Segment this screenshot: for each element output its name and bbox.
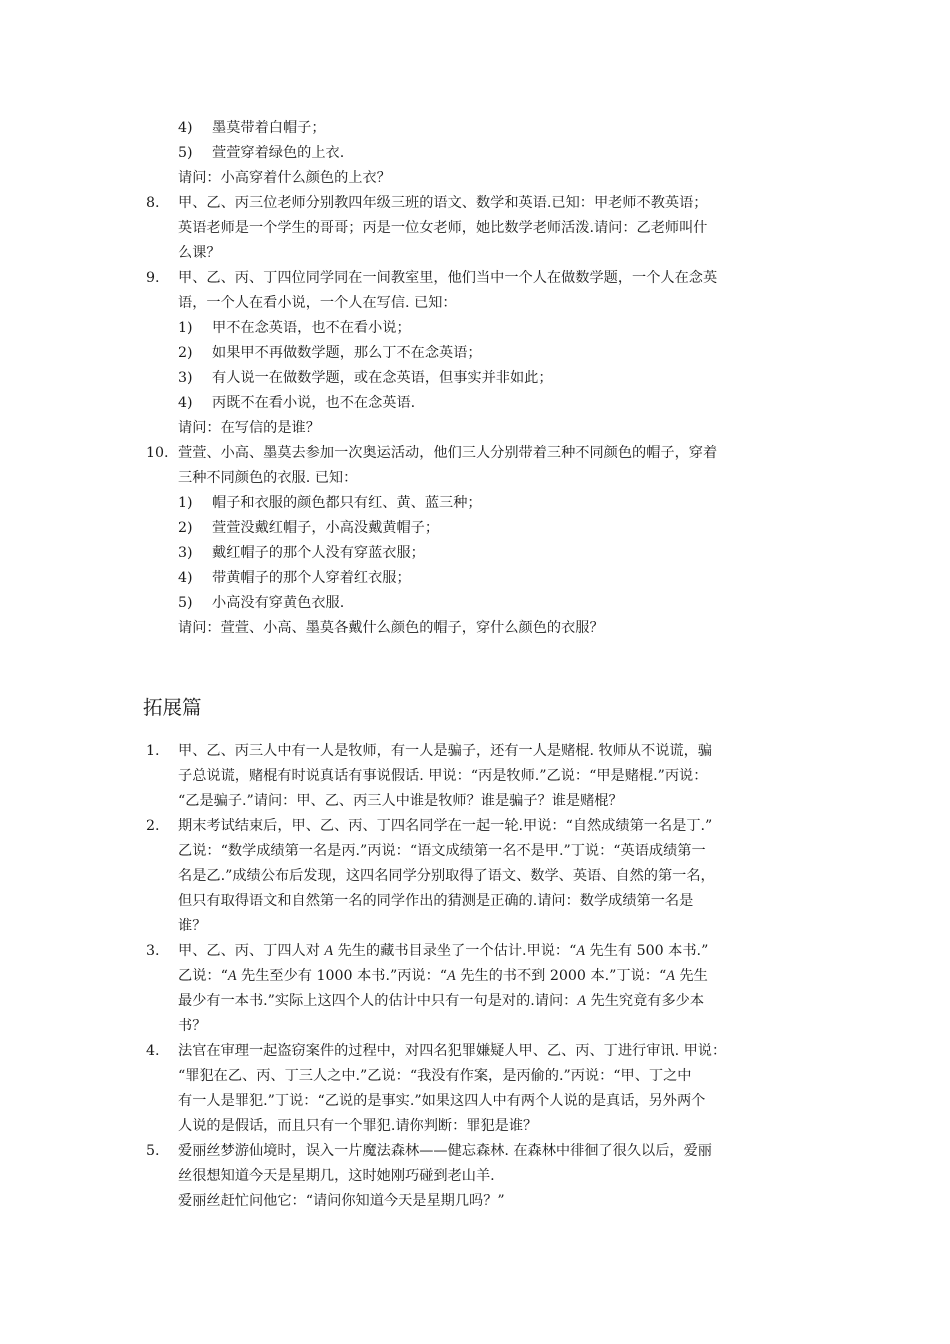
list-item (0, 516, 950, 540)
question-text: 期末考试结束后，甲、乙、丙、丁四名同学在一起一轮.甲说：“自然成绩第一名是丁.” (178, 818, 713, 834)
question-text-line: 书？ (178, 1018, 207, 1034)
item-text: 小高没有穿黄色衣服. (212, 595, 345, 611)
question-text-line: 语，一个人在看小说，一个人在写信. 已知： (178, 295, 457, 311)
question-number: 2. (146, 818, 160, 834)
question-text-line: 有一人是罪犯.”丁说：“乙说的是事实.”如果这四人中有两个人说的是真话，另外两个 (178, 1093, 706, 1109)
item-text: 萱萱穿着绿色的上衣. (212, 145, 345, 161)
list-item (0, 341, 950, 365)
extension-question-2 (0, 814, 950, 838)
item-number: 1) (178, 495, 193, 511)
list-item (0, 316, 950, 340)
item-number: 5) (178, 595, 193, 611)
list-item (0, 566, 950, 590)
item-text: 墨莫带着白帽子； (212, 120, 326, 136)
question-number: 9. (146, 270, 160, 286)
item-number: 4) (178, 395, 193, 411)
item-text: 萱萱没戴红帽子，小高没戴黄帽子； (212, 520, 440, 536)
extension-question-5 (0, 1139, 950, 1163)
question-text-line: “乙是骗子.”请问：甲、乙、丙三人中谁是牧师？谁是骗子？谁是赌棍？ (178, 793, 623, 809)
list-item (0, 541, 950, 565)
list-item (0, 491, 950, 515)
question-text-line: 子总说谎，赌棍有时说真话有事说假话. 甲说：“丙是牧师.”乙说：“甲是赌棍.”丙说： (178, 768, 708, 784)
item-text: 如果甲不再做数学题，那么丁不在念英语； (212, 345, 482, 361)
variable-a: A (324, 943, 334, 959)
question-text-line: 丝很想知道今天是星期几，这时她刚巧碰到老山羊. (178, 1168, 495, 1184)
question-text-line: “罪犯在乙、丙、丁三人之中.”乙说：“我没有作案，是丙偷的.”丙说：“甲、丁之中 (178, 1068, 692, 1084)
item-text: 带黄帽子的那个人穿着红衣服； (212, 570, 411, 586)
question-text-line: 英语老师是一个学生的哥哥；丙是一位女老师，她比数学老师活泼.请问：乙老师叫什 (178, 220, 708, 236)
question-text: 甲、乙、丙、丁四人对 A 先生的藏书目录坐了一个估计.甲说：“A 先生有 500 本书.” (178, 943, 709, 959)
question-text: 萱萱、小高、墨莫去参加一次奥运活动，他们三人分别带着三种不同颜色的帽子，穿着 (178, 445, 718, 461)
question-number: 1. (146, 743, 160, 759)
question-text-line: 最少有一本书.”实际上这四个人的估计中只有一句是对的.请问：A 先生究竟有多少本 (178, 993, 705, 1009)
question-9 (0, 266, 950, 290)
item-number: 5) (178, 145, 193, 161)
list-item (0, 116, 950, 140)
question-text-line: 么课？ (178, 245, 221, 261)
item-number: 2) (178, 345, 193, 361)
variable-a: A (666, 968, 675, 984)
extension-question-4 (0, 1039, 950, 1063)
question-prompt: 请问：小高穿着什么颜色的上衣？ (178, 170, 391, 186)
list-item (0, 141, 950, 165)
variable-a: A (576, 943, 586, 959)
question-number: 5. (146, 1143, 160, 1159)
item-number: 2) (178, 520, 193, 536)
question-10 (0, 441, 950, 465)
item-text: 帽子和衣服的颜色都只有红、黄、蓝三种； (212, 495, 482, 511)
list-item (0, 391, 950, 415)
question-text-line: 爱丽丝赶忙问他它：“请问你知道今天是星期几吗？” (178, 1193, 505, 1209)
item-number: 1) (178, 320, 193, 336)
section-title: 拓展篇 (143, 696, 202, 719)
question-8 (0, 191, 950, 215)
question-text: 甲、乙、丙三人中有一人是牧师，有一人是骗子，还有一人是赌棍. 牧师从不说谎，骗 (178, 743, 712, 759)
variable-a: A (447, 968, 456, 984)
question-text-line: 三种不同颜色的衣服. 已知： (178, 470, 358, 486)
question-prompt: 请问：萱萱、小高、墨莫各戴什么颜色的帽子，穿什么颜色的衣服？ (178, 620, 604, 636)
question-prompt: 请问：在写信的是谁？ (178, 420, 320, 436)
question-text: 法官在审理一起盗窃案件的过程中，对四名犯罪嫌疑人甲、乙、丙、丁进行审讯. 甲说： (178, 1043, 727, 1059)
question-text-line: 谁？ (178, 918, 207, 934)
question-text: 爱丽丝梦游仙境时，误入一片魔法森林——健忘森林. 在森林中徘徊了很久以后，爱丽 (178, 1143, 712, 1159)
question-text-line: 名是乙.”成绩公布后发现，这四名同学分别取得了语文、数学、英语、自然的第一名， (178, 868, 715, 884)
question-number: 10. (146, 445, 169, 461)
question-number: 4. (146, 1043, 160, 1059)
item-number: 3) (178, 545, 193, 561)
item-number: 4) (178, 570, 193, 586)
question-text-line: 乙说：“A 先生至少有 1000 本书.”丙说：“A 先生的书不到 2000 本.”丁说：“A 先生 (178, 968, 708, 984)
list-item (0, 591, 950, 615)
question-text-line: 但只有取得语文和自然第一名的同学作出的猜测是正确的.请问：数学成绩第一名是 (178, 893, 694, 909)
question-number: 3. (146, 943, 160, 959)
item-text: 丙既不在看小说，也不在念英语. (212, 395, 416, 411)
question-text: 甲、乙、丙、丁四位同学同在一间教室里，他们当中一个人在做数学题，一个人在念英 (178, 270, 718, 286)
variable-a: A (227, 968, 237, 984)
variable-a: A (577, 993, 587, 1009)
item-text: 有人说一在做数学题，或在念英语，但事实并非如此； (212, 370, 553, 386)
question-number: 8. (146, 195, 160, 211)
item-text: 甲不在念英语，也不在看小说； (212, 320, 411, 336)
question-text-line: 人说的是假话，而且只有一个罪犯.请你判断：罪犯是谁？ (178, 1118, 538, 1134)
question-text-line: 乙说：“数学成绩第一名是丙.”丙说：“语文成绩第一名不是甲.”丁说：“英语成绩第一 (178, 843, 706, 859)
list-item (0, 366, 950, 390)
extension-question-1 (0, 739, 950, 763)
extension-question-3 (0, 939, 950, 963)
question-text: 甲、乙、丙三位老师分别教四年级三班的语文、数学和英语.已知：甲老师不教英语； (178, 195, 708, 211)
item-number: 3) (178, 370, 193, 386)
item-text: 戴红帽子的那个人没有穿蓝衣服； (212, 545, 425, 561)
item-number: 4) (178, 120, 193, 136)
